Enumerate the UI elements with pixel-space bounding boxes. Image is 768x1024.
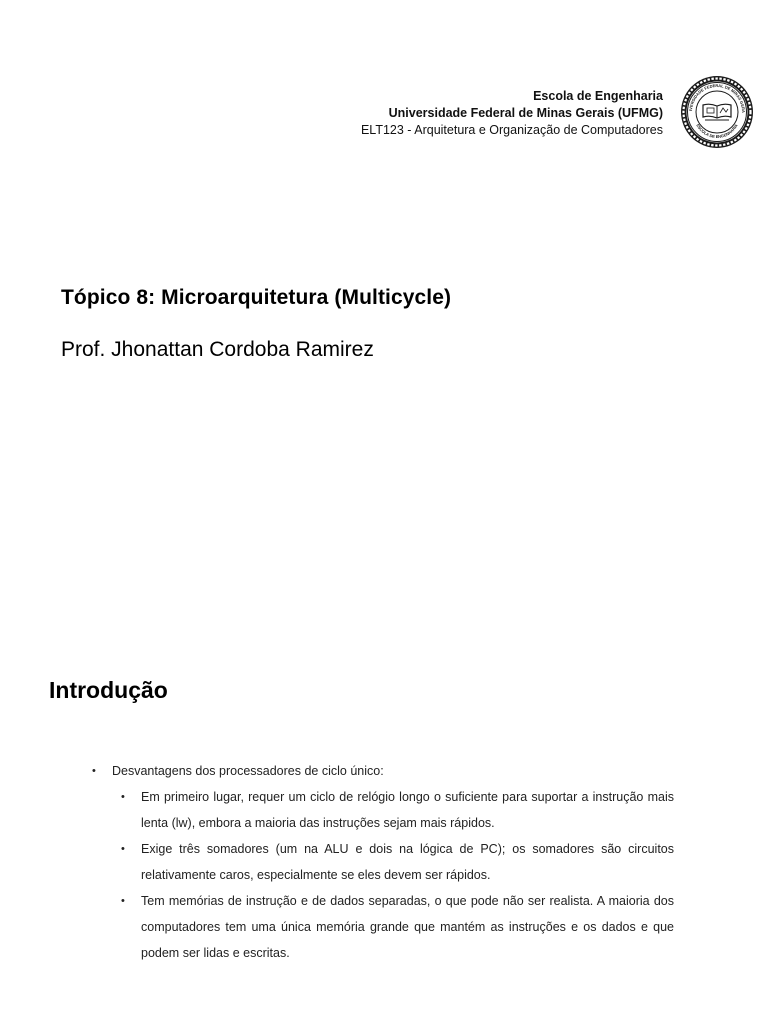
section-heading: Introdução <box>49 677 168 703</box>
course-name: ELT123 - Arquitetura e Organização de Computadores <box>360 123 663 137</box>
list-item <box>121 836 674 888</box>
sub-bullet-text: Tem memórias de instrução e de dados separadas, o que pode não ser realista. A maioria dos computadores tem uma única memória grande que mantém as instruções e os dados e que podem ser lidas e escritas. <box>141 894 674 960</box>
sub-bullet-text: Exige três somadores (um na ALU e dois na lógica de PC); os somadores são circuitos relativamente caros, especialmente se eles devem ser rápidos. <box>141 842 674 882</box>
sub-bullet-text: Em primeiro lugar, requer um ciclo de relógio longo o suficiente para suportar a instrução mais lenta (lw), embora a maioria das instruções sejam mais rápidos. <box>141 790 674 830</box>
list-item <box>92 758 674 784</box>
bullet-text: Desvantagens dos processadores de ciclo único: <box>112 764 384 778</box>
university-name: Universidade Federal de Minas Gerais (UFMG) <box>388 106 663 120</box>
bullet-marker: • <box>121 843 125 855</box>
professor-name: Prof. Jhonattan Cordoba Ramirez <box>61 338 374 361</box>
list-item <box>121 784 674 836</box>
sub-bullet-list <box>121 784 674 966</box>
seal-bottom-text: ESCOLA DE ENGENHARIA <box>695 122 739 140</box>
topic-title: Tópico 8: Microarquitetura (Multicycle) <box>61 286 452 309</box>
bullet-marker: • <box>121 895 125 907</box>
ufmg-seal-logo <box>680 75 754 149</box>
seal-top-text: IVERSIDADE FEDERAL DE MINAS GERA <box>688 82 747 113</box>
school-name: Escola de Engenharia <box>533 89 663 103</box>
bullet-list <box>92 758 674 966</box>
institution-header <box>361 88 663 139</box>
bullet-marker: • <box>92 765 96 777</box>
bullet-marker: • <box>121 791 125 803</box>
list-item <box>121 888 674 966</box>
